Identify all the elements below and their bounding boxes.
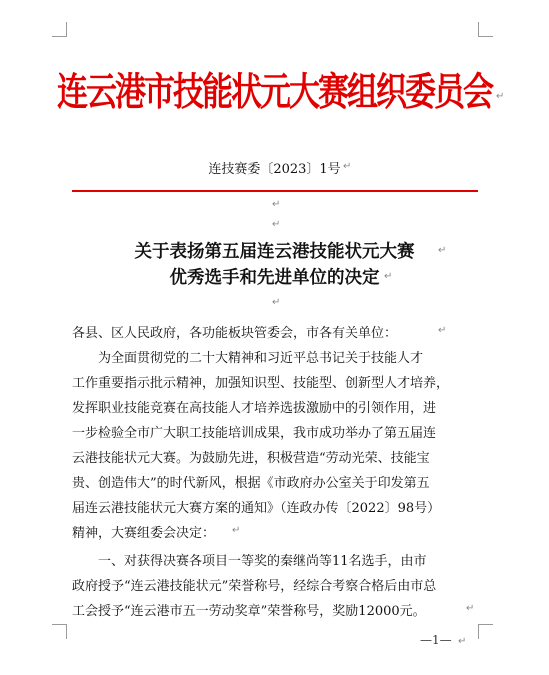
body-line: 届连云港技能状元大赛方案的通知》（连政办传〔2022〕98号） — [72, 501, 441, 516]
paragraph-mark-icon: ↵ — [458, 636, 467, 647]
crop-mark-top-left — [52, 22, 67, 37]
crop-mark-top-right — [478, 22, 493, 37]
body-line: 贵、创造伟大”的时代新风，根据《市政府办公室关于印发第五 — [72, 476, 430, 491]
paragraph-mark-icon: ↵ — [438, 325, 447, 336]
paragraph-mark-icon: ↵ — [343, 161, 352, 172]
document-title-line-1: 关于表扬第五届连云港技能状元大赛 — [134, 242, 415, 262]
body-line: 政府授予“连云港技能状元”荣誉称号，经综合考察合格后由市总 — [72, 579, 437, 594]
document-number: 连技赛委〔2023〕1号 — [208, 162, 341, 177]
paragraph-mark-icon: ↵ — [272, 219, 281, 230]
document-title-line-2: 优秀选手和先进单位的决定 — [169, 268, 380, 288]
red-separator-line — [72, 190, 478, 192]
paragraph-mark-icon: ↵ — [466, 603, 475, 614]
body-line: 精神，大赛组委会决定： — [72, 526, 216, 541]
crop-mark-bottom-left — [52, 624, 67, 639]
crop-mark-bottom-right — [478, 624, 493, 639]
paragraph-mark-icon: ↵ — [272, 297, 281, 308]
body-line: 工会授予“连云港市五一劳动奖章”荣誉称号，奖励12000元。 — [72, 604, 426, 619]
salutation: 各县、区人民政府，各功能板块管委会，市各有关单位： — [72, 326, 398, 341]
paragraph-mark-icon: ↵ — [272, 199, 281, 210]
page-number: —1— — [420, 633, 452, 647]
body-line: 一、对获得决赛各项目一等奖的秦继尚等11名选手，由市 — [98, 554, 427, 569]
body-line: 云港技能状元大赛。为鼓励先进，积极营造“劳动光荣、技能宝 — [72, 451, 430, 466]
paragraph-mark-icon: ↵ — [496, 91, 505, 102]
body-line: 工作重要指示批示精神，加强知识型、技能型、创新型人才培养， — [72, 376, 450, 391]
body-line: 发挥职业技能竞赛在高技能人才培养选拔激励中的引领作用，进 — [72, 401, 437, 416]
body-line: 一步检验全市广大职工技能培训成果，我市成功举办了第五届连 — [72, 426, 437, 441]
paragraph-mark-icon: ↵ — [232, 525, 241, 536]
paragraph-mark-icon: ↵ — [384, 271, 393, 282]
paragraph-mark-icon: ↵ — [438, 245, 447, 256]
org-header-title: 连云港市技能状元大赛组织委员会 — [57, 70, 492, 115]
body-line: 为全面贯彻党的二十大精神和习近平总书记关于技能人才 — [98, 351, 424, 366]
